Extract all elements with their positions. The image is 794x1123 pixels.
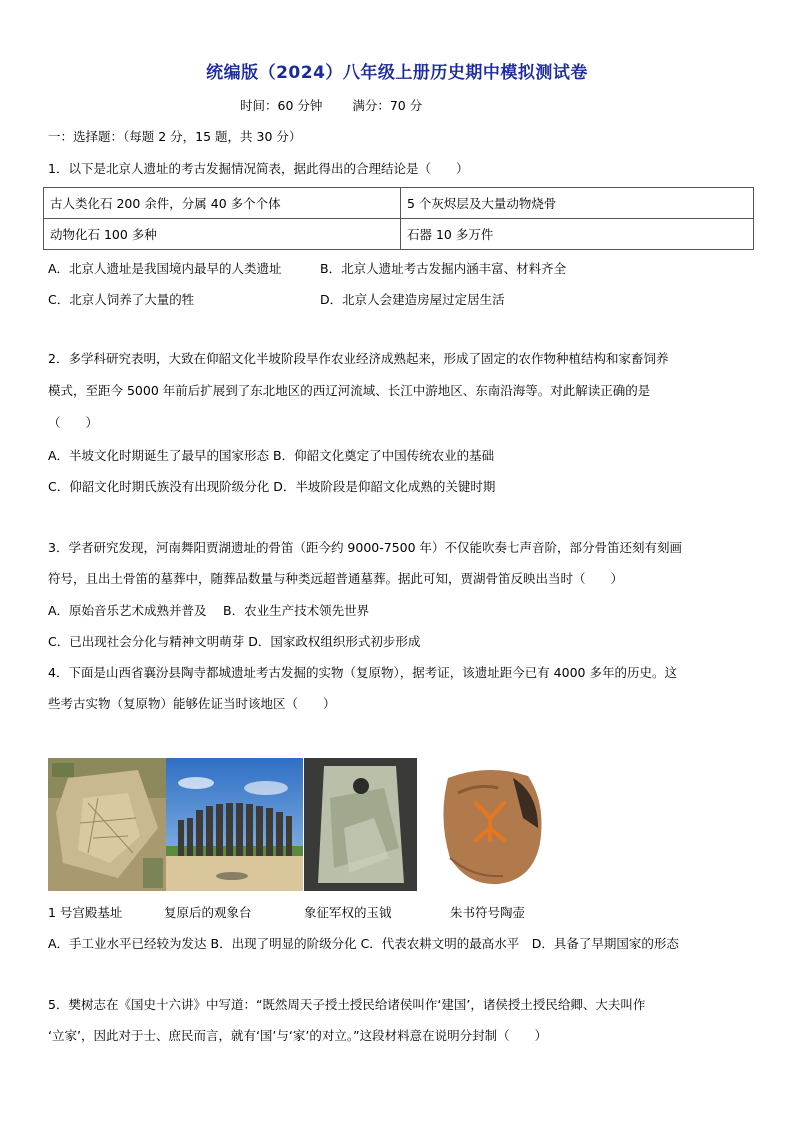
q4-options: A．手工业水平已经较为发达 B．出现了明显的阶级分化 C．代表农耕文明的最高水平 D．具备了早期国家的形态 [48, 936, 679, 951]
photo-caption-jade-axe: 象征军权的玉钺 [304, 905, 392, 920]
palace-foundation-photo [48, 758, 166, 891]
q2-stem-line: （ ） [48, 415, 99, 430]
exam-score: 满分：70 分 [352, 98, 423, 113]
q1-option-a: A．北京人遗址是我国境内最早的人类遗址 [48, 261, 282, 276]
q4-stem-line: 4．下面是山西省襄汾县陶寺都城遗址考古发掘的实物（复原物），据考证，该遗址距今已有 4000 多年的历史。这 [48, 665, 677, 680]
exam-meta [240, 96, 422, 114]
q1-option-b: B．北京人遗址考古发掘内涵丰富、材料齐全 [320, 261, 567, 276]
q2-option-cd: C．仰韶文化时期氏族没有出现阶级分化 D．半坡阶段是仰韶文化成熟的关键时期 [48, 479, 496, 494]
section-heading: 一：选择题：（每题 2 分，15 题，共 30 分） [48, 129, 302, 144]
q1-stem: 1．以下是北京人遗址的考古发掘情况简表，据此得出的合理结论是（ ） [48, 161, 469, 176]
q4-stem-line: 些考古实物（复原物）能够佐证当时该地区（ ） [48, 696, 336, 711]
table-row [44, 188, 754, 219]
q5-stem-line: ‘立家’，因此对于士、庶民而言，就有‘国’与‘家’的对立。”这段材料意在说明分封制（ ） [48, 1028, 548, 1043]
table-cell: 古人类化石 200 余件，分属 40 多个个体 [44, 188, 401, 219]
table-row [44, 219, 754, 250]
jade-axe-photo [304, 758, 417, 891]
exam-title: 统编版（2024）八年级上册历史期中模拟测试卷 [206, 63, 588, 83]
photo-caption-palace: 1 号宫殿基址 [48, 905, 123, 920]
q3-option-cd: C．已出现社会分化与精神文明萌芽 D．国家政权组织形式初步形成 [48, 634, 421, 649]
table-cell: 动物化石 100 多种 [44, 219, 401, 250]
q2-option-ab: A．半坡文化时期诞生了最早的国家形态 B．仰韶文化奠定了中国传统农业的基础 [48, 448, 495, 463]
table-cell: 5 个灰烬层及大量动物烧骨 [401, 188, 754, 219]
pottery-pot-photo [428, 758, 550, 891]
q2-stem-line: 模式，至距今 5000 年前后扩展到了东北地区的西辽河流域、长江中游地区、东南沿海等。对此解读正确的是 [48, 383, 651, 398]
photo-caption-pottery: 朱书符号陶壶 [450, 905, 526, 920]
table-cell: 石器 10 多万件 [401, 219, 754, 250]
q1-option-c: C．北京人饲养了大量的牲 [48, 292, 195, 307]
exam-time: 时间：60 分钟 [240, 98, 323, 113]
q3-stem-line: 3．学者研究发现，河南舞阳贾湖遗址的骨笛（距今约 9000-7500 年）不仅能吹奏七声音阶，部分骨笛还刻有刻画 [48, 540, 683, 555]
q3-stem-line: 符号，且出土骨笛的墓葬中，随葬品数量与种类远超普通墓葬。据此可知，贾湖骨笛反映出当时（ ） [48, 571, 624, 586]
photo-caption-observatory: 复原后的观象台 [164, 905, 252, 920]
q1-option-d: D．北京人会建造房屋过定居生活 [320, 292, 505, 307]
q2-stem-line: 2．多学科研究表明，大致在仰韶文化半坡阶段旱作农业经济成熟起来，形成了固定的农作物种植结构和家畜饲养 [48, 351, 669, 366]
q3-option-ab: A．原始音乐艺术成熟并普及 B．农业生产技术领先世界 [48, 603, 370, 618]
observatory-photo [166, 758, 303, 891]
q1-table [43, 187, 754, 250]
q5-stem-line: 5．樊树志在《国史十六讲》中写道：“既然周天子授土授民给诸侯叫作‘建国’，诸侯授土授民给卿、大夫叫作 [48, 997, 646, 1012]
